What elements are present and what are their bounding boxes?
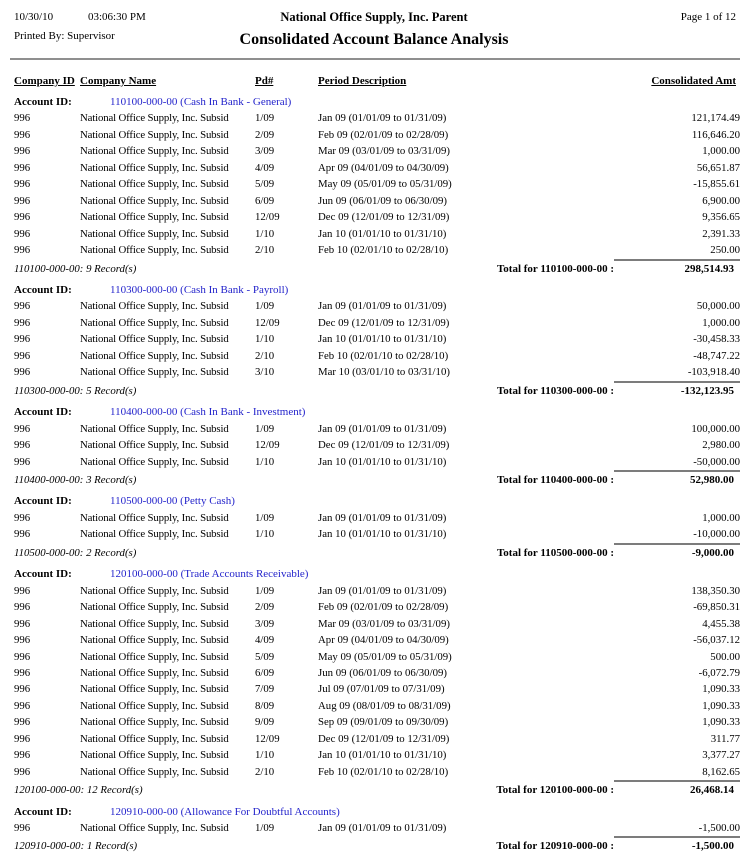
- total-label: Total for 110500-000-00 :: [496, 546, 614, 559]
- company-name-cell: National Office Supply, Inc. Subsid: [80, 333, 229, 346]
- account-group: [14, 493, 740, 561]
- amount-cell: 138,350.30: [691, 584, 740, 597]
- report-body: [0, 74, 748, 855]
- account-id-label: Account ID:: [14, 568, 72, 581]
- pd-cell: 1/10: [255, 227, 275, 240]
- pd-cell: 1/10: [255, 455, 275, 468]
- company-title: National Office Supply, Inc. Parent: [280, 10, 468, 24]
- record-count: 120100-000-00: 12 Record(s): [14, 784, 143, 797]
- pd-cell: 1/09: [255, 584, 275, 597]
- company-name-cell: National Office Supply, Inc. Subsid: [80, 699, 229, 712]
- account-id-row: [14, 282, 740, 298]
- column-header-row: [14, 74, 740, 88]
- account-footer: [14, 470, 740, 488]
- period-description-cell: May 09 (05/01/09 to 05/31/09): [318, 178, 452, 191]
- company-name-cell: National Office Supply, Inc. Subsid: [80, 617, 229, 630]
- period-description-cell: Feb 10 (02/01/10 to 02/28/10): [318, 765, 449, 778]
- pd-cell: 4/09: [255, 634, 275, 647]
- column-header-company-id: Company ID: [14, 75, 75, 87]
- column-header-consolidated-amt: Consolidated Amt: [651, 75, 736, 87]
- company-name-cell: National Office Supply, Inc. Subsid: [80, 822, 229, 835]
- table-row: [14, 747, 740, 763]
- company-id-cell: 996: [14, 439, 31, 452]
- amount-cell: 250.00: [710, 244, 740, 257]
- account-group: [14, 94, 740, 277]
- account-rows: [14, 110, 740, 258]
- pd-cell: 1/09: [255, 300, 275, 313]
- pd-cell: 6/09: [255, 666, 275, 679]
- amount-cell: 116,646.20: [691, 128, 740, 141]
- table-row: [14, 731, 740, 747]
- company-id-cell: 996: [14, 683, 31, 696]
- amount-cell: 6,900.00: [702, 194, 740, 207]
- account-link[interactable]: 110500-000-00 (Petty Cash): [110, 495, 235, 508]
- company-name-cell: National Office Supply, Inc. Subsid: [80, 732, 229, 745]
- account-footer: [14, 543, 740, 561]
- company-id-cell: 996: [14, 732, 31, 745]
- table-row: [14, 226, 740, 242]
- company-name-cell: National Office Supply, Inc. Subsid: [80, 244, 229, 257]
- amount-cell: 2,391.33: [702, 227, 740, 240]
- amount-cell: 1,090.33: [702, 683, 740, 696]
- company-id-cell: 996: [14, 145, 31, 158]
- pd-cell: 1/09: [255, 822, 275, 835]
- account-group: [14, 804, 740, 855]
- total-amount: 298,514.93: [614, 259, 740, 277]
- company-name-cell: National Office Supply, Inc. Subsid: [80, 511, 229, 524]
- amount-cell: -15,855.61: [693, 178, 740, 191]
- column-header-company-name: Company Name: [80, 75, 157, 87]
- company-id-cell: 996: [14, 194, 31, 207]
- pd-cell: 2/10: [255, 349, 275, 362]
- account-id-label: Account ID:: [14, 283, 72, 296]
- company-id-cell: 996: [14, 366, 31, 379]
- period-description-cell: Dec 09 (12/01/09 to 12/31/09): [318, 732, 450, 745]
- table-row: [14, 421, 740, 437]
- period-description-cell: Feb 09 (02/01/09 to 02/28/09): [318, 601, 449, 614]
- pd-cell: 6/09: [255, 194, 275, 207]
- period-description-cell: Jan 10 (01/01/10 to 01/31/10): [318, 749, 447, 762]
- account-rows: [14, 298, 740, 380]
- record-count: 110400-000-00: 3 Record(s): [14, 473, 137, 486]
- amount-cell: 3,377.27: [702, 749, 740, 762]
- period-description-cell: Jan 09 (01/01/09 to 01/31/09): [318, 511, 447, 524]
- account-id-row: [14, 404, 740, 420]
- company-name-cell: National Office Supply, Inc. Subsid: [80, 422, 229, 435]
- pd-cell: 5/09: [255, 650, 275, 663]
- amount-cell: -6,072.79: [698, 666, 740, 679]
- amount-cell: 56,651.87: [696, 161, 740, 174]
- period-description-cell: Jan 10 (01/01/10 to 01/31/10): [318, 528, 447, 541]
- total-amount: -1,500.00: [614, 836, 740, 854]
- amount-cell: -48,747.22: [693, 349, 740, 362]
- amount-cell: 311.77: [710, 732, 740, 745]
- pd-cell: 1/09: [255, 112, 275, 125]
- amount-cell: -50,000.00: [693, 455, 740, 468]
- print-date: 10/30/10: [14, 11, 54, 23]
- amount-cell: -30,458.33: [693, 333, 740, 346]
- period-description-cell: Apr 09 (04/01/09 to 04/30/09): [318, 634, 449, 647]
- report-title: Consolidated Account Balance Analysis: [239, 31, 509, 48]
- period-description-cell: Jan 09 (01/01/09 to 01/31/09): [318, 300, 447, 313]
- period-description-cell: Jan 09 (01/01/09 to 01/31/09): [318, 822, 447, 835]
- table-row: [14, 649, 740, 665]
- company-id-cell: 996: [14, 601, 31, 614]
- amount-cell: 2,980.00: [702, 439, 740, 452]
- pd-cell: 5/09: [255, 178, 275, 191]
- company-id-cell: 996: [14, 749, 31, 762]
- company-id-cell: 996: [14, 316, 31, 329]
- period-description-cell: Mar 09 (03/01/09 to 03/31/09): [318, 617, 450, 630]
- total-amount: -9,000.00: [614, 543, 740, 561]
- amount-cell: 1,090.33: [702, 699, 740, 712]
- period-description-cell: Jan 09 (01/01/09 to 01/31/09): [318, 422, 447, 435]
- pd-cell: 12/09: [255, 732, 280, 745]
- amount-cell: 1,000.00: [702, 316, 740, 329]
- account-id-label: Account ID:: [14, 495, 72, 508]
- company-name-cell: National Office Supply, Inc. Subsid: [80, 112, 229, 125]
- record-count: 110100-000-00: 9 Record(s): [14, 262, 137, 275]
- company-name-cell: National Office Supply, Inc. Subsid: [80, 439, 229, 452]
- page-indicator: Page 1 of 12: [680, 11, 736, 23]
- amount-cell: 8,162.65: [702, 765, 740, 778]
- company-name-cell: National Office Supply, Inc. Subsid: [80, 749, 229, 762]
- amount-cell: -56,037.12: [693, 634, 740, 647]
- account-link[interactable]: 120910-000-00 (Allowance For Doubtful Accounts): [110, 805, 340, 818]
- pd-cell: 1/10: [255, 528, 275, 541]
- company-id-cell: 996: [14, 422, 31, 435]
- period-description-cell: Aug 09 (08/01/09 to 08/31/09): [318, 699, 451, 712]
- account-rows: [14, 583, 740, 780]
- pd-cell: 2/09: [255, 601, 275, 614]
- table-row: [14, 437, 740, 453]
- company-name-cell: National Office Supply, Inc. Subsid: [80, 128, 229, 141]
- company-name-cell: National Office Supply, Inc. Subsid: [80, 366, 229, 379]
- report-header: [0, 0, 748, 58]
- account-link[interactable]: 110300-000-00 (Cash In Bank - Payroll): [110, 283, 289, 296]
- company-id-cell: 996: [14, 584, 31, 597]
- company-id-cell: 996: [14, 666, 31, 679]
- pd-cell: 2/10: [255, 765, 275, 778]
- period-description-cell: Jun 09 (06/01/09 to 06/30/09): [318, 194, 447, 207]
- pd-cell: 4/09: [255, 161, 275, 174]
- print-time: 03:06:30 PM: [88, 11, 146, 23]
- company-id-cell: 996: [14, 528, 31, 541]
- pd-cell: 3/10: [255, 366, 275, 379]
- account-id-row: [14, 94, 740, 110]
- record-count: 120910-000-00: 1 Record(s): [14, 840, 138, 853]
- total-amount: -132,123.95: [614, 381, 740, 399]
- table-row: [14, 298, 740, 314]
- account-id-label: Account ID:: [14, 406, 72, 419]
- period-description-cell: Jan 10 (01/01/10 to 01/31/10): [318, 333, 447, 346]
- amount-cell: -10,000.00: [693, 528, 740, 541]
- column-header-pd: Pd#: [255, 75, 274, 87]
- amount-cell: 9,356.65: [702, 211, 740, 224]
- company-name-cell: National Office Supply, Inc. Subsid: [80, 178, 229, 191]
- header-rule: [10, 58, 740, 60]
- company-name-cell: National Office Supply, Inc. Subsid: [80, 211, 229, 224]
- company-id-cell: 996: [14, 634, 31, 647]
- total-label: Total for 110400-000-00 :: [496, 473, 614, 486]
- company-id-cell: 996: [14, 112, 31, 125]
- column-header-period-description: Period Description: [318, 75, 407, 87]
- table-row: [14, 209, 740, 225]
- company-id-cell: 996: [14, 455, 31, 468]
- table-row: [14, 632, 740, 648]
- account-rows: [14, 820, 740, 836]
- account-group: [14, 566, 740, 798]
- company-id-cell: 996: [14, 300, 31, 313]
- pd-cell: 12/09: [255, 211, 280, 224]
- table-row: [14, 193, 740, 209]
- company-name-cell: National Office Supply, Inc. Subsid: [80, 634, 229, 647]
- company-name-cell: National Office Supply, Inc. Subsid: [80, 528, 229, 541]
- table-row: [14, 583, 740, 599]
- account-link[interactable]: 110400-000-00 (Cash In Bank - Investment): [110, 406, 306, 419]
- company-name-cell: National Office Supply, Inc. Subsid: [80, 666, 229, 679]
- pd-cell: 2/10: [255, 244, 275, 257]
- table-row: [14, 176, 740, 192]
- table-row: [14, 665, 740, 681]
- pd-cell: 1/10: [255, 333, 275, 346]
- amount-cell: 121,174.49: [691, 112, 740, 125]
- period-description-cell: May 09 (05/01/09 to 05/31/09): [318, 650, 452, 663]
- company-name-cell: National Office Supply, Inc. Subsid: [80, 683, 229, 696]
- table-row: [14, 315, 740, 331]
- company-id-cell: 996: [14, 211, 31, 224]
- company-name-cell: National Office Supply, Inc. Subsid: [80, 161, 229, 174]
- record-count: 110500-000-00: 2 Record(s): [14, 546, 137, 559]
- period-description-cell: Jan 10 (01/01/10 to 01/31/10): [318, 227, 447, 240]
- company-id-cell: 996: [14, 244, 31, 257]
- company-name-cell: National Office Supply, Inc. Subsid: [80, 584, 229, 597]
- company-id-cell: 996: [14, 349, 31, 362]
- amount-cell: -1,500.00: [698, 822, 740, 835]
- table-row: [14, 526, 740, 542]
- amount-cell: 100,000.00: [691, 422, 740, 435]
- table-row: [14, 143, 740, 159]
- company-id-cell: 996: [14, 650, 31, 663]
- period-description-cell: Feb 09 (02/01/09 to 02/28/09): [318, 128, 449, 141]
- period-description-cell: Mar 10 (03/01/10 to 03/31/10): [318, 366, 450, 379]
- total-amount: 26,468.14: [614, 780, 740, 798]
- period-description-cell: Dec 09 (12/01/09 to 12/31/09): [318, 211, 450, 224]
- period-description-cell: Dec 09 (12/01/09 to 12/31/09): [318, 316, 450, 329]
- period-description-cell: Feb 10 (02/01/10 to 02/28/10): [318, 349, 449, 362]
- account-footer: [14, 259, 740, 277]
- pd-cell: 1/10: [255, 749, 275, 762]
- company-id-cell: 996: [14, 699, 31, 712]
- company-id-cell: 996: [14, 765, 31, 778]
- company-id-cell: 996: [14, 161, 31, 174]
- pd-cell: 3/09: [255, 617, 275, 630]
- period-description-cell: Jan 09 (01/01/09 to 01/31/09): [318, 112, 447, 125]
- company-name-cell: National Office Supply, Inc. Subsid: [80, 650, 229, 663]
- amount-cell: 50,000.00: [696, 300, 740, 313]
- table-row: [14, 348, 740, 364]
- period-description-cell: Jan 10 (01/01/10 to 01/31/10): [318, 455, 447, 468]
- company-name-cell: National Office Supply, Inc. Subsid: [80, 194, 229, 207]
- pd-cell: 1/09: [255, 422, 275, 435]
- amount-cell: 4,455.38: [702, 617, 740, 630]
- account-groups: [14, 94, 740, 855]
- pd-cell: 1/09: [255, 511, 275, 524]
- company-id-cell: 996: [14, 617, 31, 630]
- company-name-cell: National Office Supply, Inc. Subsid: [80, 601, 229, 614]
- amount-cell: -103,918.40: [687, 366, 740, 379]
- amount-cell: -69,850.31: [693, 601, 740, 614]
- table-row: [14, 242, 740, 258]
- table-row: [14, 681, 740, 697]
- company-id-cell: 996: [14, 128, 31, 141]
- amount-cell: 1,090.33: [702, 716, 740, 729]
- account-group: [14, 404, 740, 488]
- account-id-label: Account ID:: [14, 805, 72, 818]
- table-row: [14, 820, 740, 836]
- account-footer: [14, 381, 740, 399]
- company-name-cell: National Office Supply, Inc. Subsid: [80, 300, 229, 313]
- amount-cell: 1,000.00: [702, 511, 740, 524]
- account-id-row: [14, 493, 740, 509]
- company-name-cell: National Office Supply, Inc. Subsid: [80, 227, 229, 240]
- table-row: [14, 364, 740, 380]
- account-footer: [14, 780, 740, 798]
- pd-cell: 12/09: [255, 316, 280, 329]
- company-id-cell: 996: [14, 227, 31, 240]
- pd-cell: 12/09: [255, 439, 280, 452]
- company-name-cell: National Office Supply, Inc. Subsid: [80, 145, 229, 158]
- table-row: [14, 616, 740, 632]
- pd-cell: 3/09: [255, 145, 275, 158]
- table-row: [14, 160, 740, 176]
- total-amount: 52,980.00: [614, 470, 740, 488]
- amount-cell: 500.00: [710, 650, 740, 663]
- table-row: [14, 454, 740, 470]
- company-name-cell: National Office Supply, Inc. Subsid: [80, 455, 229, 468]
- total-label: Total for 110300-000-00 :: [496, 384, 614, 397]
- account-id-row: [14, 566, 740, 582]
- table-row: [14, 764, 740, 780]
- total-label: Total for 120910-000-00 :: [496, 840, 614, 853]
- company-id-cell: 996: [14, 178, 31, 191]
- account-rows: [14, 421, 740, 470]
- company-name-cell: National Office Supply, Inc. Subsid: [80, 765, 229, 778]
- printed-by-text: Printed By: Supervisor: [14, 30, 115, 42]
- company-id-cell: 996: [14, 716, 31, 729]
- record-count: 110300-000-00: 5 Record(s): [14, 384, 137, 397]
- period-description-cell: Feb 10 (02/01/10 to 02/28/10): [318, 244, 449, 257]
- table-row: [14, 599, 740, 615]
- period-description-cell: Jun 09 (06/01/09 to 06/30/09): [318, 666, 447, 679]
- company-name-cell: National Office Supply, Inc. Subsid: [80, 349, 229, 362]
- pd-cell: 9/09: [255, 716, 275, 729]
- table-row: [14, 331, 740, 347]
- period-description-cell: Apr 09 (04/01/09 to 04/30/09): [318, 161, 449, 174]
- table-row: [14, 698, 740, 714]
- account-group: [14, 282, 740, 399]
- account-rows: [14, 510, 740, 543]
- period-description-cell: Mar 09 (03/01/09 to 03/31/09): [318, 145, 450, 158]
- pd-cell: 8/09: [255, 699, 275, 712]
- table-row: [14, 127, 740, 143]
- company-id-cell: 996: [14, 511, 31, 524]
- account-id-label: Account ID:: [14, 96, 72, 108]
- total-label: Total for 110100-000-00 :: [496, 262, 614, 275]
- table-row: [14, 510, 740, 526]
- amount-cell: 1,000.00: [702, 145, 740, 158]
- period-description-cell: Dec 09 (12/01/09 to 12/31/09): [318, 439, 450, 452]
- period-description-cell: Sep 09 (09/01/09 to 09/30/09): [318, 716, 449, 729]
- account-id-row: [14, 804, 740, 820]
- company-name-cell: National Office Supply, Inc. Subsid: [80, 716, 229, 729]
- pd-cell: 7/09: [255, 683, 275, 696]
- company-id-cell: 996: [14, 333, 31, 346]
- account-link[interactable]: 110100-000-00 (Cash In Bank - General): [110, 96, 292, 108]
- account-link[interactable]: 120100-000-00 (Trade Accounts Receivable): [110, 568, 309, 581]
- pd-cell: 2/09: [255, 128, 275, 141]
- company-name-cell: National Office Supply, Inc. Subsid: [80, 316, 229, 329]
- period-description-cell: Jan 09 (01/01/09 to 01/31/09): [318, 584, 447, 597]
- total-label: Total for 120100-000-00 :: [496, 784, 614, 797]
- period-description-cell: Jul 09 (07/01/09 to 07/31/09): [318, 683, 445, 696]
- table-row: [14, 714, 740, 730]
- company-id-cell: 996: [14, 822, 31, 835]
- table-row: [14, 110, 740, 126]
